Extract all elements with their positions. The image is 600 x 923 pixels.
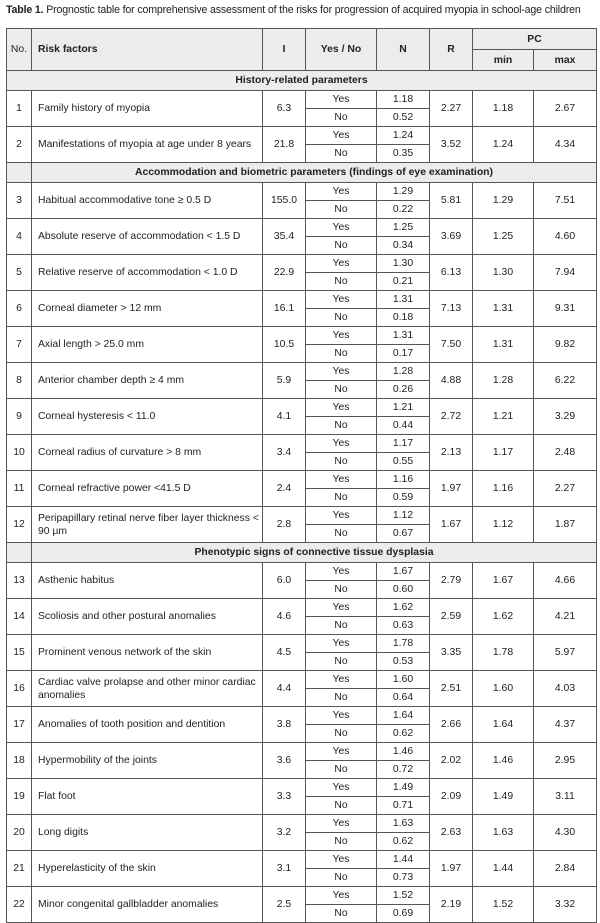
i-value: 2.4 bbox=[263, 471, 306, 507]
n-no-value: 0.18 bbox=[377, 309, 430, 327]
risk-factor: Hypermobility of the joints bbox=[32, 743, 263, 779]
row-number: 14 bbox=[7, 599, 32, 635]
pc-min-value: 1.52 bbox=[473, 887, 534, 923]
no-label: No bbox=[306, 761, 377, 779]
yes-label: Yes bbox=[306, 671, 377, 689]
row-number: 11 bbox=[7, 471, 32, 507]
risk-factor: Asthenic habitus bbox=[32, 563, 263, 599]
i-value: 4.6 bbox=[263, 599, 306, 635]
row-number: 9 bbox=[7, 399, 32, 435]
pc-min-value: 1.28 bbox=[473, 363, 534, 399]
no-label: No bbox=[306, 109, 377, 127]
section-title: History-related parameters bbox=[7, 71, 597, 91]
pc-max-value: 3.32 bbox=[534, 887, 597, 923]
pc-min-value: 1.78 bbox=[473, 635, 534, 671]
no-label: No bbox=[306, 797, 377, 815]
header-min: min bbox=[473, 50, 534, 71]
risk-factor: Cardiac valve prolapse and other minor cardiac anomalies bbox=[32, 671, 263, 707]
i-value: 3.6 bbox=[263, 743, 306, 779]
no-label: No bbox=[306, 453, 377, 471]
n-no-value: 0.34 bbox=[377, 237, 430, 255]
n-no-value: 0.69 bbox=[377, 905, 430, 923]
n-yes-value: 1.17 bbox=[377, 435, 430, 453]
pc-min-value: 1.24 bbox=[473, 127, 534, 163]
n-no-value: 0.52 bbox=[377, 109, 430, 127]
table-row bbox=[7, 743, 597, 761]
r-value: 2.59 bbox=[430, 599, 473, 635]
i-value: 5.9 bbox=[263, 363, 306, 399]
pc-min-value: 1.18 bbox=[473, 91, 534, 127]
row-number: 5 bbox=[7, 255, 32, 291]
pc-max-value: 4.21 bbox=[534, 599, 597, 635]
n-yes-value: 1.31 bbox=[377, 327, 430, 345]
pc-min-value: 1.63 bbox=[473, 815, 534, 851]
no-label: No bbox=[306, 833, 377, 851]
risk-factor: Corneal refractive power <41.5 D bbox=[32, 471, 263, 507]
row-number: 3 bbox=[7, 183, 32, 219]
risk-factor: Corneal radius of curvature > 8 mm bbox=[32, 435, 263, 471]
n-no-value: 0.59 bbox=[377, 489, 430, 507]
row-number: 8 bbox=[7, 363, 32, 399]
pc-min-value: 1.31 bbox=[473, 291, 534, 327]
r-value: 7.13 bbox=[430, 291, 473, 327]
risk-factor: Habitual accommodative tone ≥ 0.5 D bbox=[32, 183, 263, 219]
yes-label: Yes bbox=[306, 327, 377, 345]
section-title: Accommodation and biometric parameters (findings of eye examination) bbox=[32, 163, 597, 183]
pc-min-value: 1.62 bbox=[473, 599, 534, 635]
table-row bbox=[7, 327, 597, 345]
n-no-value: 0.62 bbox=[377, 833, 430, 851]
table-row bbox=[7, 887, 597, 905]
r-value: 7.50 bbox=[430, 327, 473, 363]
r-value: 2.19 bbox=[430, 887, 473, 923]
risk-factor: Axial length > 25.0 mm bbox=[32, 327, 263, 363]
row-number: 1 bbox=[7, 91, 32, 127]
i-value: 4.1 bbox=[263, 399, 306, 435]
pc-min-value: 1.44 bbox=[473, 851, 534, 887]
n-no-value: 0.72 bbox=[377, 761, 430, 779]
n-no-value: 0.71 bbox=[377, 797, 430, 815]
pc-min-value: 1.46 bbox=[473, 743, 534, 779]
table-row bbox=[7, 671, 597, 689]
row-number: 19 bbox=[7, 779, 32, 815]
yes-label: Yes bbox=[306, 399, 377, 417]
n-yes-value: 1.24 bbox=[377, 127, 430, 145]
yes-label: Yes bbox=[306, 363, 377, 381]
r-value: 2.13 bbox=[430, 435, 473, 471]
section-row bbox=[7, 71, 597, 91]
r-value: 3.35 bbox=[430, 635, 473, 671]
r-value: 2.79 bbox=[430, 563, 473, 599]
no-label: No bbox=[306, 237, 377, 255]
i-value: 21.8 bbox=[263, 127, 306, 163]
n-no-value: 0.35 bbox=[377, 145, 430, 163]
r-value: 2.66 bbox=[430, 707, 473, 743]
pc-min-value: 1.67 bbox=[473, 563, 534, 599]
n-yes-value: 1.30 bbox=[377, 255, 430, 273]
r-value: 1.97 bbox=[430, 471, 473, 507]
table-row bbox=[7, 91, 597, 109]
i-value: 3.2 bbox=[263, 815, 306, 851]
r-value: 1.67 bbox=[430, 507, 473, 543]
header-risk-factors: Risk factors bbox=[32, 29, 263, 71]
i-value: 6.3 bbox=[263, 91, 306, 127]
i-value: 3.4 bbox=[263, 435, 306, 471]
no-label: No bbox=[306, 145, 377, 163]
n-yes-value: 1.21 bbox=[377, 399, 430, 417]
pc-min-value: 1.30 bbox=[473, 255, 534, 291]
risk-factor: Hyperelasticity of the skin bbox=[32, 851, 263, 887]
table-row bbox=[7, 127, 597, 145]
risk-factor: Flat foot bbox=[32, 779, 263, 815]
yes-label: Yes bbox=[306, 563, 377, 581]
yes-label: Yes bbox=[306, 635, 377, 653]
no-label: No bbox=[306, 417, 377, 435]
pc-max-value: 9.31 bbox=[534, 291, 597, 327]
no-label: No bbox=[306, 525, 377, 543]
n-yes-value: 1.31 bbox=[377, 291, 430, 309]
i-value: 4.5 bbox=[263, 635, 306, 671]
table-body bbox=[7, 71, 597, 923]
yes-label: Yes bbox=[306, 291, 377, 309]
header-no: No. bbox=[7, 29, 32, 71]
row-number: 22 bbox=[7, 887, 32, 923]
yes-label: Yes bbox=[306, 91, 377, 109]
yes-label: Yes bbox=[306, 707, 377, 725]
pc-max-value: 2.67 bbox=[534, 91, 597, 127]
table-row bbox=[7, 707, 597, 725]
n-no-value: 0.55 bbox=[377, 453, 430, 471]
r-value: 3.52 bbox=[430, 127, 473, 163]
n-yes-value: 1.12 bbox=[377, 507, 430, 525]
row-number: 12 bbox=[7, 507, 32, 543]
yes-label: Yes bbox=[306, 219, 377, 237]
pc-max-value: 9.82 bbox=[534, 327, 597, 363]
r-value: 5.81 bbox=[430, 183, 473, 219]
table-row bbox=[7, 599, 597, 617]
no-label: No bbox=[306, 689, 377, 707]
n-yes-value: 1.49 bbox=[377, 779, 430, 797]
n-yes-value: 1.25 bbox=[377, 219, 430, 237]
risk-factor: Family history of myopia bbox=[32, 91, 263, 127]
n-yes-value: 1.46 bbox=[377, 743, 430, 761]
risk-factor: Long digits bbox=[32, 815, 263, 851]
risk-factor: Manifestations of myopia at age under 8 years bbox=[32, 127, 263, 163]
n-yes-value: 1.64 bbox=[377, 707, 430, 725]
table-row bbox=[7, 815, 597, 833]
section-blank-cell bbox=[7, 543, 32, 563]
risk-factor: Scoliosis and other postural anomalies bbox=[32, 599, 263, 635]
no-label: No bbox=[306, 201, 377, 219]
n-no-value: 0.26 bbox=[377, 381, 430, 399]
row-number: 18 bbox=[7, 743, 32, 779]
pc-max-value: 4.37 bbox=[534, 707, 597, 743]
no-label: No bbox=[306, 905, 377, 923]
yes-label: Yes bbox=[306, 599, 377, 617]
pc-min-value: 1.31 bbox=[473, 327, 534, 363]
r-value: 4.88 bbox=[430, 363, 473, 399]
yes-label: Yes bbox=[306, 435, 377, 453]
r-value: 6.13 bbox=[430, 255, 473, 291]
n-no-value: 0.62 bbox=[377, 725, 430, 743]
pc-min-value: 1.25 bbox=[473, 219, 534, 255]
pc-max-value: 2.48 bbox=[534, 435, 597, 471]
pc-max-value: 2.95 bbox=[534, 743, 597, 779]
pc-max-value: 4.66 bbox=[534, 563, 597, 599]
r-value: 2.63 bbox=[430, 815, 473, 851]
pc-max-value: 6.22 bbox=[534, 363, 597, 399]
r-value: 3.69 bbox=[430, 219, 473, 255]
n-yes-value: 1.67 bbox=[377, 563, 430, 581]
no-label: No bbox=[306, 653, 377, 671]
yes-label: Yes bbox=[306, 471, 377, 489]
n-no-value: 0.44 bbox=[377, 417, 430, 435]
pc-max-value: 4.34 bbox=[534, 127, 597, 163]
pc-max-value: 3.11 bbox=[534, 779, 597, 815]
header-yes-no: Yes / No bbox=[306, 29, 377, 71]
table-row bbox=[7, 291, 597, 309]
table-row bbox=[7, 399, 597, 417]
n-yes-value: 1.44 bbox=[377, 851, 430, 869]
yes-label: Yes bbox=[306, 851, 377, 869]
pc-max-value: 5.97 bbox=[534, 635, 597, 671]
table-row bbox=[7, 471, 597, 489]
r-value: 2.51 bbox=[430, 671, 473, 707]
i-value: 3.8 bbox=[263, 707, 306, 743]
table-caption-text: Prognostic table for comprehensive assessment of the risks for progression of acquired myopia in school-age children bbox=[43, 4, 581, 16]
r-value: 1.97 bbox=[430, 851, 473, 887]
risk-factor: Anterior chamber depth ≥ 4 mm bbox=[32, 363, 263, 399]
pc-max-value: 7.51 bbox=[534, 183, 597, 219]
i-value: 3.3 bbox=[263, 779, 306, 815]
n-yes-value: 1.63 bbox=[377, 815, 430, 833]
n-no-value: 0.22 bbox=[377, 201, 430, 219]
yes-label: Yes bbox=[306, 255, 377, 273]
no-label: No bbox=[306, 489, 377, 507]
n-no-value: 0.60 bbox=[377, 581, 430, 599]
section-blank-cell bbox=[7, 163, 32, 183]
pc-min-value: 1.60 bbox=[473, 671, 534, 707]
row-number: 16 bbox=[7, 671, 32, 707]
r-value: 2.72 bbox=[430, 399, 473, 435]
no-label: No bbox=[306, 869, 377, 887]
table-row bbox=[7, 363, 597, 381]
table-row bbox=[7, 183, 597, 201]
row-number: 20 bbox=[7, 815, 32, 851]
row-number: 4 bbox=[7, 219, 32, 255]
row-number: 10 bbox=[7, 435, 32, 471]
pc-min-value: 1.21 bbox=[473, 399, 534, 435]
table-row bbox=[7, 507, 597, 525]
risk-factor: Corneal diameter > 12 mm bbox=[32, 291, 263, 327]
pc-max-value: 7.94 bbox=[534, 255, 597, 291]
pc-max-value: 1.87 bbox=[534, 507, 597, 543]
n-yes-value: 1.78 bbox=[377, 635, 430, 653]
table-row bbox=[7, 435, 597, 453]
yes-label: Yes bbox=[306, 743, 377, 761]
table-row bbox=[7, 779, 597, 797]
n-no-value: 0.64 bbox=[377, 689, 430, 707]
n-no-value: 0.21 bbox=[377, 273, 430, 291]
section-row bbox=[7, 543, 597, 563]
header-n: N bbox=[377, 29, 430, 71]
no-label: No bbox=[306, 381, 377, 399]
table-caption bbox=[6, 4, 581, 16]
no-label: No bbox=[306, 345, 377, 363]
n-yes-value: 1.18 bbox=[377, 91, 430, 109]
i-value: 10.5 bbox=[263, 327, 306, 363]
pc-max-value: 3.29 bbox=[534, 399, 597, 435]
n-no-value: 0.63 bbox=[377, 617, 430, 635]
i-value: 6.0 bbox=[263, 563, 306, 599]
risk-factor: Corneal hysteresis < 11.0 bbox=[32, 399, 263, 435]
pc-min-value: 1.16 bbox=[473, 471, 534, 507]
row-number: 13 bbox=[7, 563, 32, 599]
prognostic-table bbox=[6, 28, 597, 923]
i-value: 22.9 bbox=[263, 255, 306, 291]
pc-min-value: 1.49 bbox=[473, 779, 534, 815]
section-row bbox=[7, 163, 597, 183]
no-label: No bbox=[306, 581, 377, 599]
pc-max-value: 2.84 bbox=[534, 851, 597, 887]
risk-factor: Peripapillary retinal nerve fiber layer thickness < 90 µm bbox=[32, 507, 263, 543]
yes-label: Yes bbox=[306, 183, 377, 201]
pc-min-value: 1.17 bbox=[473, 435, 534, 471]
n-yes-value: 1.52 bbox=[377, 887, 430, 905]
row-number: 17 bbox=[7, 707, 32, 743]
i-value: 3.1 bbox=[263, 851, 306, 887]
n-no-value: 0.53 bbox=[377, 653, 430, 671]
pc-max-value: 4.30 bbox=[534, 815, 597, 851]
i-value: 16.1 bbox=[263, 291, 306, 327]
pc-min-value: 1.29 bbox=[473, 183, 534, 219]
r-value: 2.02 bbox=[430, 743, 473, 779]
n-no-value: 0.67 bbox=[377, 525, 430, 543]
n-yes-value: 1.28 bbox=[377, 363, 430, 381]
row-number: 7 bbox=[7, 327, 32, 363]
row-number: 2 bbox=[7, 127, 32, 163]
yes-label: Yes bbox=[306, 779, 377, 797]
table-header bbox=[7, 29, 597, 71]
n-yes-value: 1.60 bbox=[377, 671, 430, 689]
i-value: 4.4 bbox=[263, 671, 306, 707]
row-number: 15 bbox=[7, 635, 32, 671]
i-value: 155.0 bbox=[263, 183, 306, 219]
n-yes-value: 1.16 bbox=[377, 471, 430, 489]
risk-factor: Anomalies of tooth position and dentition bbox=[32, 707, 263, 743]
yes-label: Yes bbox=[306, 815, 377, 833]
pc-min-value: 1.12 bbox=[473, 507, 534, 543]
header-r: R bbox=[430, 29, 473, 71]
no-label: No bbox=[306, 725, 377, 743]
i-value: 35.4 bbox=[263, 219, 306, 255]
row-number: 6 bbox=[7, 291, 32, 327]
table-caption-label: Table 1. bbox=[6, 4, 44, 16]
yes-label: Yes bbox=[306, 127, 377, 145]
header-pc: PC bbox=[473, 29, 597, 50]
pc-max-value: 4.03 bbox=[534, 671, 597, 707]
i-value: 2.5 bbox=[263, 887, 306, 923]
table-row bbox=[7, 563, 597, 581]
n-no-value: 0.17 bbox=[377, 345, 430, 363]
risk-factor: Prominent venous network of the skin bbox=[32, 635, 263, 671]
header-max: max bbox=[534, 50, 597, 71]
no-label: No bbox=[306, 617, 377, 635]
table-row bbox=[7, 255, 597, 273]
pc-min-value: 1.64 bbox=[473, 707, 534, 743]
n-no-value: 0.73 bbox=[377, 869, 430, 887]
table-row bbox=[7, 219, 597, 237]
n-yes-value: 1.62 bbox=[377, 599, 430, 617]
risk-factor: Relative reserve of accommodation < 1.0 D bbox=[32, 255, 263, 291]
pc-max-value: 4.60 bbox=[534, 219, 597, 255]
yes-label: Yes bbox=[306, 507, 377, 525]
r-value: 2.27 bbox=[430, 91, 473, 127]
row-number: 21 bbox=[7, 851, 32, 887]
r-value: 2.09 bbox=[430, 779, 473, 815]
risk-factor: Minor congenital gallbladder anomalies bbox=[32, 887, 263, 923]
table-row bbox=[7, 851, 597, 869]
i-value: 2.8 bbox=[263, 507, 306, 543]
risk-factor: Absolute reserve of accommodation < 1.5 D bbox=[32, 219, 263, 255]
n-yes-value: 1.29 bbox=[377, 183, 430, 201]
table-row bbox=[7, 635, 597, 653]
header-i: I bbox=[263, 29, 306, 71]
pc-max-value: 2.27 bbox=[534, 471, 597, 507]
yes-label: Yes bbox=[306, 887, 377, 905]
section-title: Phenotypic signs of connective tissue dysplasia bbox=[32, 543, 597, 563]
no-label: No bbox=[306, 273, 377, 291]
no-label: No bbox=[306, 309, 377, 327]
